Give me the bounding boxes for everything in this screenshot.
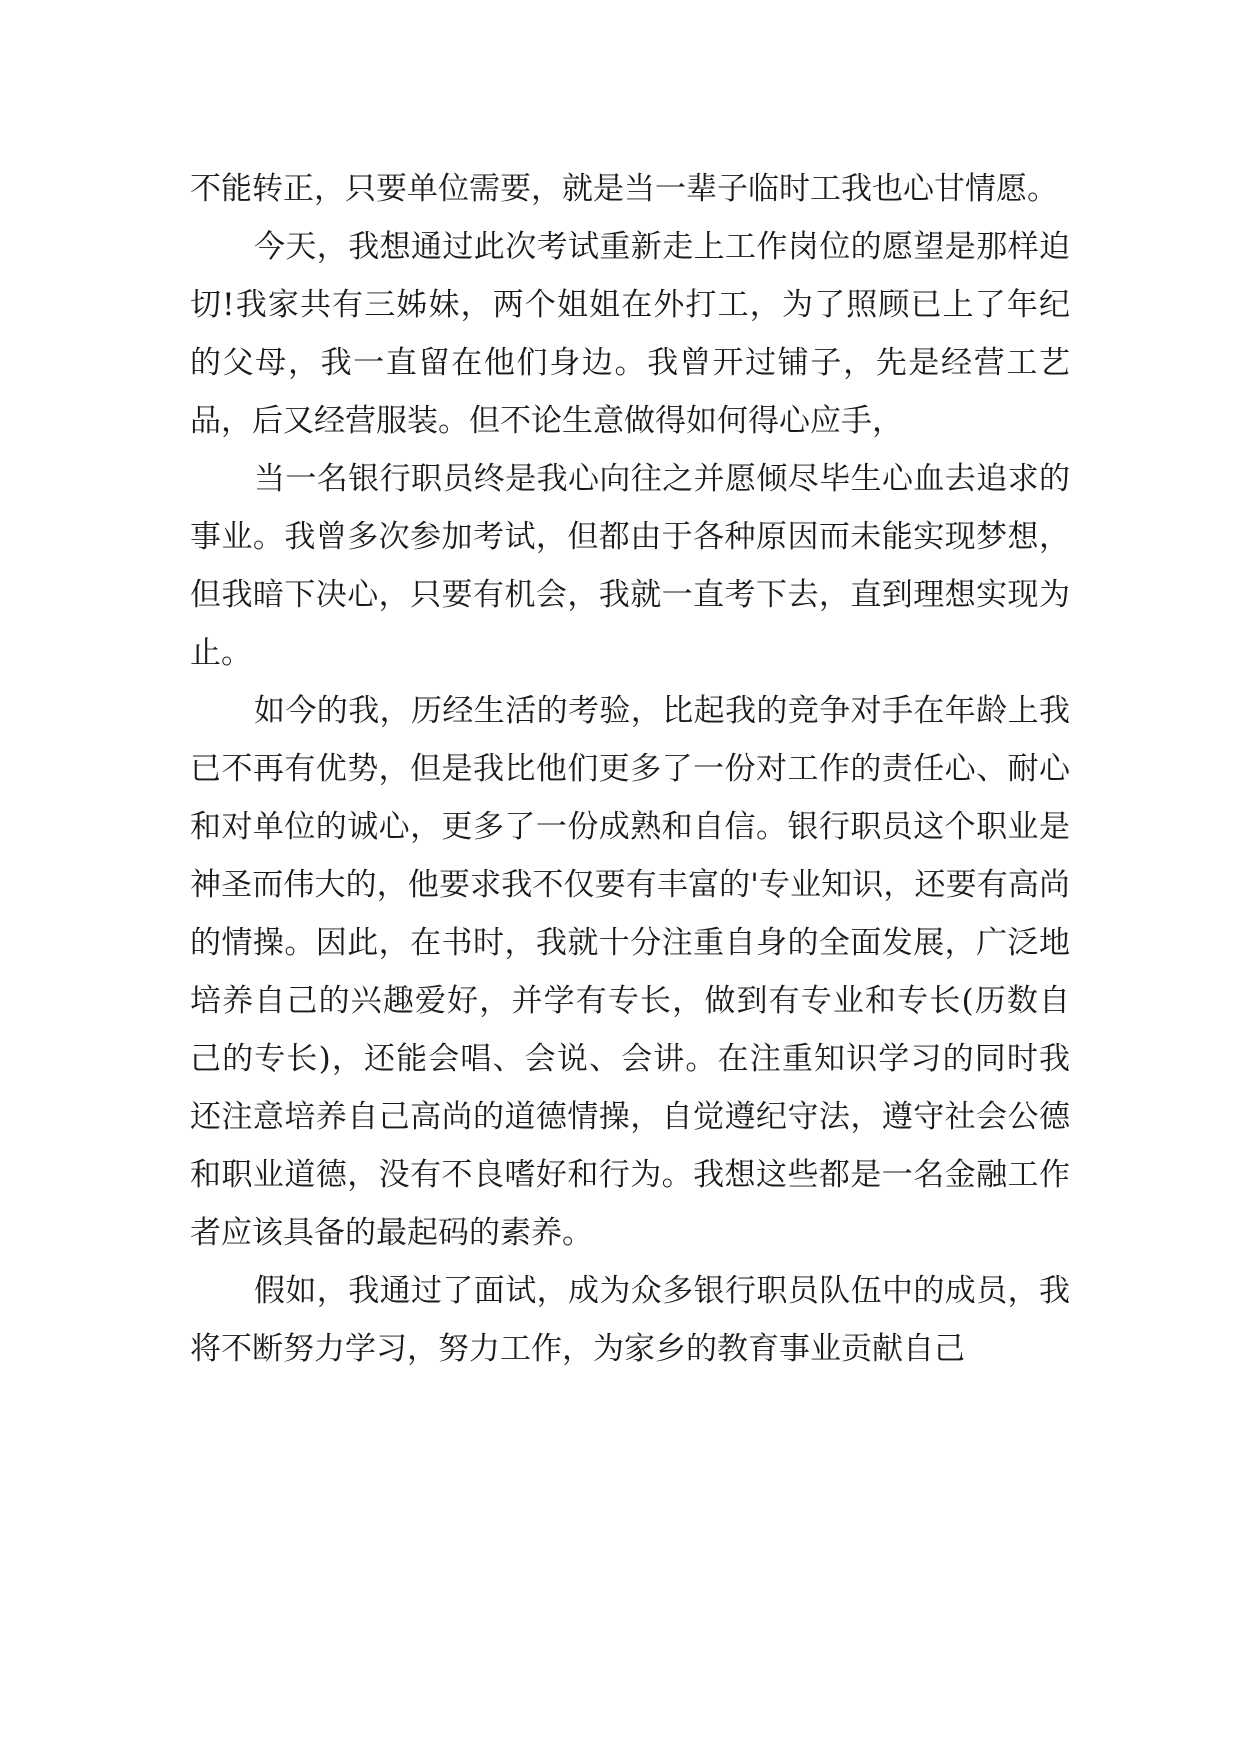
paragraph-1: 不能转正，只要单位需要，就是当一辈子临时工我也心甘情愿。	[190, 171, 1058, 207]
document-body	[190, 160, 1070, 1378]
paragraph-4: 如今的我，历经生活的考验，比起我的竞争对手在年龄上我已不再有优势，但是我比他们更多了一份对工作的责任心、耐心和对单位的诚心，更多了一份成熟和自信。银行职员这个职业是神圣而伟大的，他要求我不仅要有丰富的'专业知识，还要有高尚的情操。因此，在书时，我就十分注重自身的全面发展，广泛地培养自己的兴趣爱好，并学有专长，做到有专业和专长(历数自己的专长)，还能会唱、会说、会讲。在注重知识学习的同时我还注意培养自己高尚的道德情操，自觉遵纪守法，遵守社会公德和职业道德，没有不良嗜好和行为。我想这些都是一名金融工作者应该具备的最起码的素养。	[190, 693, 1070, 1251]
paragraph-5: 假如，我通过了面试，成为众多银行职员队伍中的成员，我将不断努力学习，努力工作，为家乡的教育事业贡献自己	[190, 1273, 1070, 1367]
paragraph-2: 今天，我想通过此次考试重新走上工作岗位的愿望是那样迫切!我家共有三姊妹，两个姐姐在外打工，为了照顾已上了年纪的父母，我一直留在他们身边。我曾开过铺子，先是经营工艺品，后又经营服装。但不论生意做得如何得心应手，	[190, 229, 1070, 439]
paragraph-3: 当一名银行职员终是我心向往之并愿倾尽毕生心血去追求的事业。我曾多次参加考试，但都由于各种原因而未能实现梦想，但我暗下决心，只要有机会，我就一直考下去，直到理想实现为止。	[190, 461, 1070, 671]
